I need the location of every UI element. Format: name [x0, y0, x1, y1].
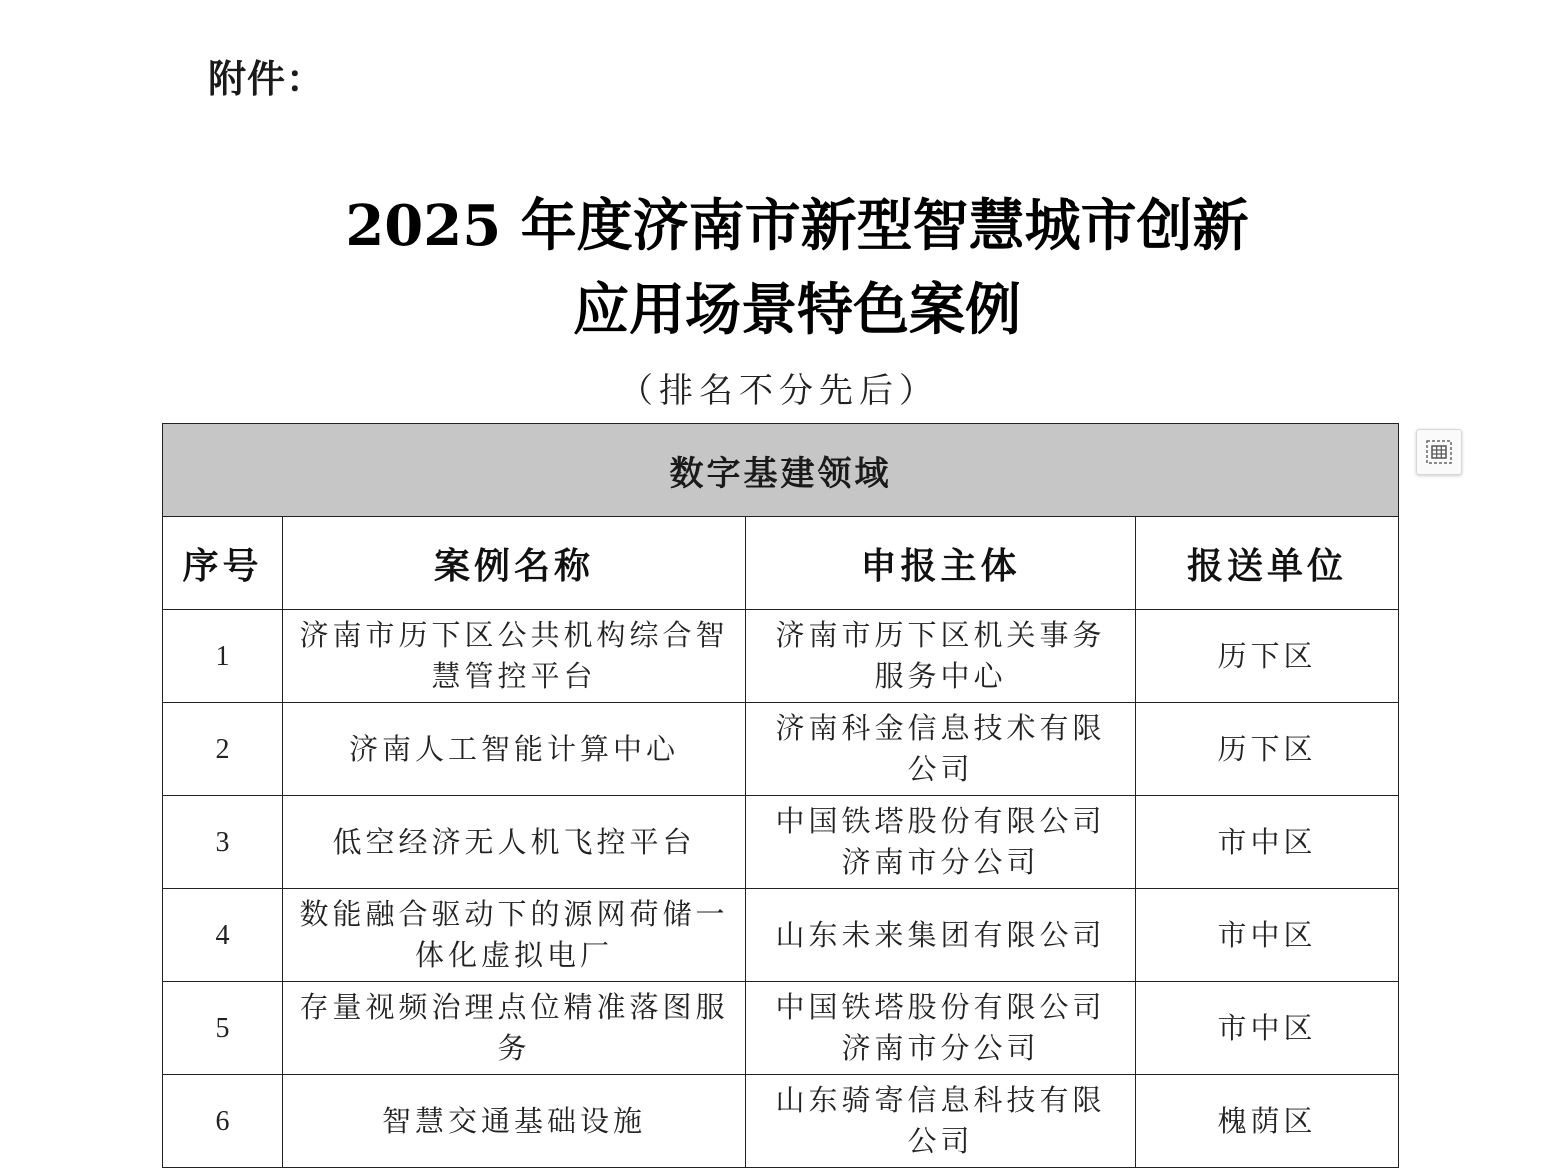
document-subtitle: （排名不分先后） [619, 371, 939, 411]
case-name: 低空经济无人机飞控平台 [283, 796, 746, 889]
row-number: 1 [163, 610, 283, 703]
applicant: 济南科金信息技术有限公司 [746, 703, 1136, 796]
applicant: 山东未来集团有限公司 [746, 889, 1136, 982]
case-name: 数能融合驱动下的源网荷储一体化虚拟电厂 [283, 889, 746, 982]
domain-title: 数字基建领域 [163, 424, 1399, 517]
table-row [163, 703, 1399, 796]
document-title-line-2: 应用场景特色案例 [573, 277, 1021, 343]
applicant: 中国铁塔股份有限公司济南市分公司 [746, 796, 1136, 889]
table-row [163, 610, 1399, 703]
case-table-container [162, 423, 1398, 1168]
case-name: 存量视频治理点位精准落图服务 [283, 982, 746, 1075]
applicant: 山东骑寄信息科技有限公司 [746, 1075, 1136, 1168]
column-header-name: 案例名称 [283, 517, 746, 610]
column-header-no: 序号 [163, 517, 283, 610]
submitting-unit: 历下区 [1136, 703, 1399, 796]
column-header-applicant: 申报主体 [746, 517, 1136, 610]
document-title-line-1: 2025 年度济南市新型智慧城市创新 [345, 193, 1249, 259]
submitting-unit: 市中区 [1136, 889, 1399, 982]
case-name: 济南市历下区公共机构综合智慧管控平台 [283, 610, 746, 703]
table-grid-icon-glyph [1425, 439, 1453, 465]
applicant: 济南市历下区机关事务服务中心 [746, 610, 1136, 703]
submitting-unit: 历下区 [1136, 610, 1399, 703]
row-number: 6 [163, 1075, 283, 1168]
row-number: 2 [163, 703, 283, 796]
attachment-label: 附件： [208, 57, 326, 101]
submitting-unit: 槐荫区 [1136, 1075, 1399, 1168]
column-header-row [163, 517, 1399, 610]
table-row [163, 982, 1399, 1075]
column-header-unit: 报送单位 [1136, 517, 1399, 610]
table-row [163, 1075, 1399, 1168]
row-number: 3 [163, 796, 283, 889]
row-number: 4 [163, 889, 283, 982]
domain-header-row [163, 424, 1399, 517]
table-row [163, 889, 1399, 982]
applicant: 中国铁塔股份有限公司济南市分公司 [746, 982, 1136, 1075]
case-name: 济南人工智能计算中心 [283, 703, 746, 796]
case-name: 智慧交通基础设施 [283, 1075, 746, 1168]
submitting-unit: 市中区 [1136, 796, 1399, 889]
row-number: 5 [163, 982, 283, 1075]
table-grid-icon[interactable] [1416, 429, 1462, 475]
submitting-unit: 市中区 [1136, 982, 1399, 1075]
table-row [163, 796, 1399, 889]
case-table [162, 423, 1399, 1168]
